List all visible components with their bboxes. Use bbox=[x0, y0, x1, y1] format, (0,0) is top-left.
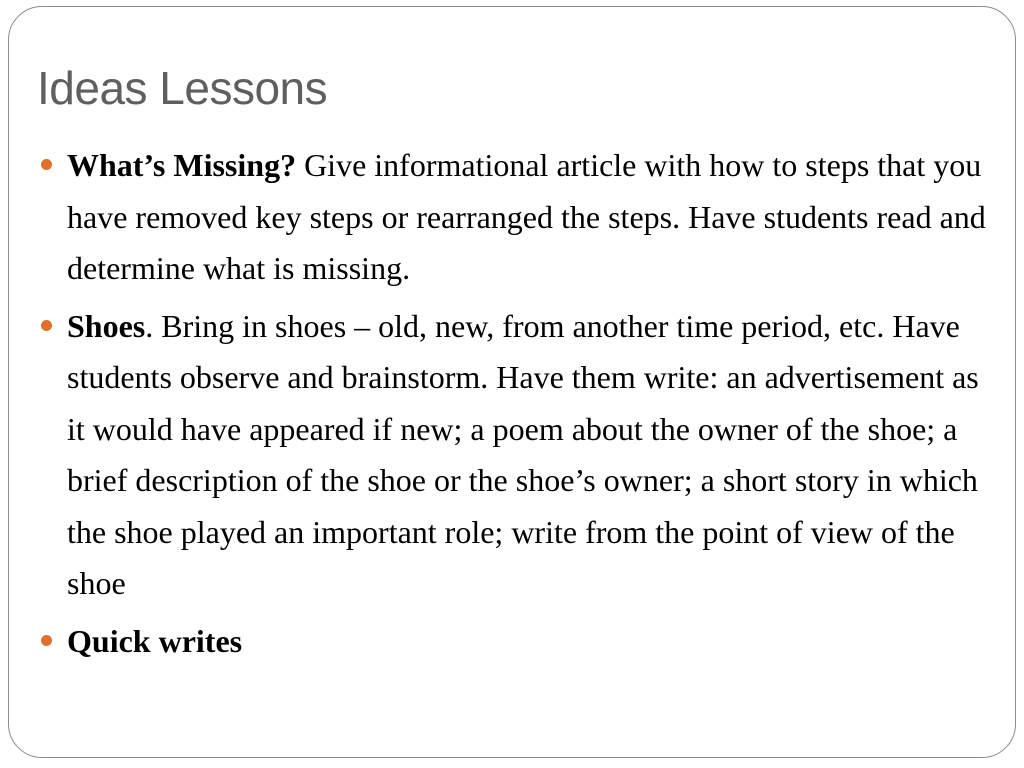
bullet-item-quick-writes bbox=[36, 616, 996, 668]
bullet-text: Give informational article with how to steps that you have removed key steps or rearranged the steps. Have students read and determine what is missing. bbox=[67, 147, 986, 286]
bullet-dot-icon bbox=[41, 635, 52, 646]
bullet-item-shoes bbox=[36, 301, 996, 610]
bullet-dot-icon bbox=[41, 320, 52, 331]
bullet-list bbox=[36, 140, 996, 673]
bullet-heading: What’s Missing? bbox=[67, 147, 297, 183]
slide-title: Ideas Lessons bbox=[37, 62, 328, 114]
bullet-text: . Bring in shoes – old, new, from another time period, etc. Have students observe and brainstorm. Have them write: an advertisement as it would have appeared if new; a poem about the owner of the shoe; a brief description of the shoe or the shoe’s owner; a short story in which the shoe played an important role; write from the point of view of the shoe bbox=[67, 307, 979, 601]
bullet-dot-icon bbox=[41, 159, 52, 170]
bullet-heading: Shoes bbox=[67, 307, 146, 344]
bullet-heading: Quick writes bbox=[67, 622, 243, 659]
bullet-item-whats-missing bbox=[36, 140, 996, 295]
